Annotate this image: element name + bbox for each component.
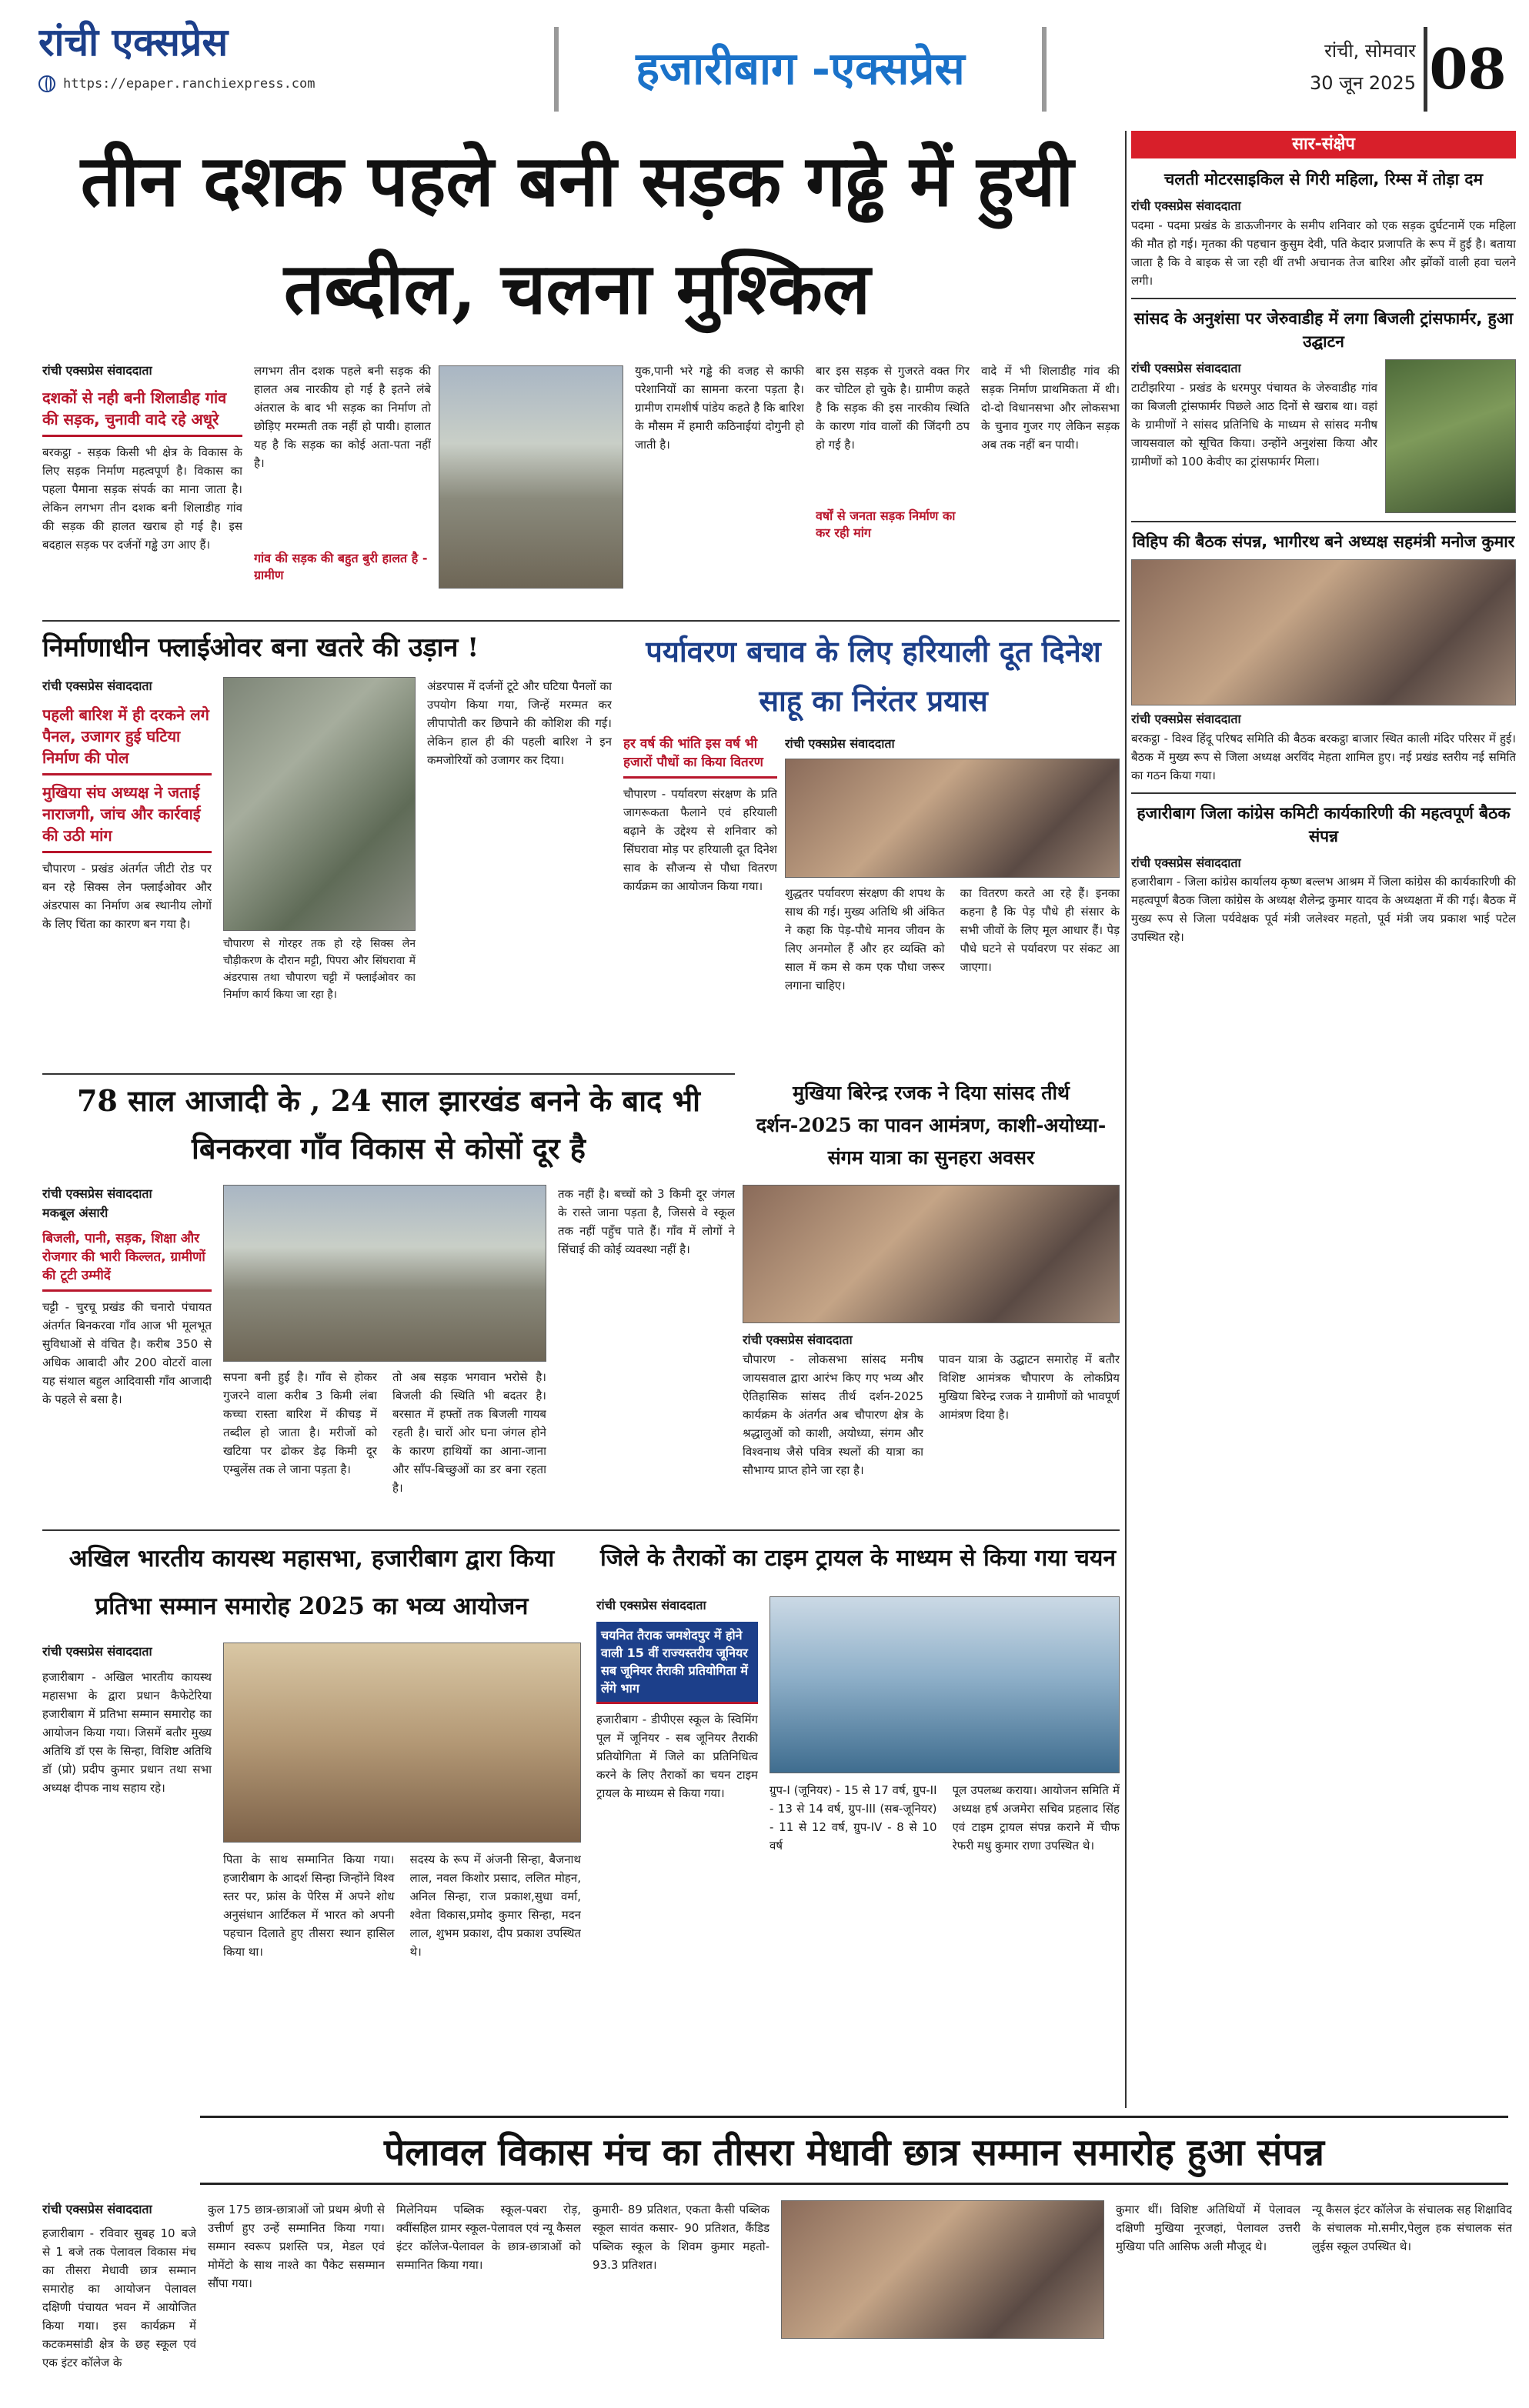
page-number: 08 [1424,27,1508,112]
binkarwa-body-3: तो अब सड़क भगवान भरोसे है। बिजली की स्थिति भी बदतर है। बरसात में हफ्तों तक बिजली गायब रहती है। चारों ओर घना जंगल होने के कारण हाथियों का आना-जाना और साँप-बिच्छुओं का डर बना रहता है। [392,1370,546,1495]
brief-1-byline: रांची एक्सप्रेस संवाददाता [1131,198,1241,213]
pelawal-col-4 [593,2200,770,2400]
binkarwa-col-4 [558,1185,735,1523]
flyover-caption: चौपारण से गोरहर तक हो रहे सिक्स लेन चौड़ीकरण के दौरान मट्टी, पिपरा और सिंघरावा में अंडरपास तथा चौपारण चट्टी में फ्लाईओवर का निर्माण कार्य किया जा रहा है। [223,938,416,1001]
pelawal-headline: पेलावल विकास मंच का तीसरा मेधावी छात्र सम्मान समारोह हुआ संपन्न [200,2116,1508,2185]
flyover-body-1: चौपारण - प्रखंड अंतर्गत जीटी रोड पर बन रहे सिक्स लेन फ्लाईओवर और अंडरपास का निर्माण अब स्थानीय लोगों के लिए चिंता का कारण बन गया है। [42,861,212,931]
environment-col-1 [623,735,777,1066]
kayastha-byline: रांची एक्सप्रेस संवाददाता [42,1644,152,1659]
edition-title: हजारीबाग -एक्सप्रेस [636,42,965,95]
flyover-kicker-1: पहली बारिश में ही दरकने लगे पैनल, उजागर हुई घटिया निर्माण की पोल [42,704,212,775]
environment-body-2: शुद्धतर पर्यावरण संरक्षण की शपथ के साथ की गई। मुख्य अतिथि श्री अंकित ने कहा कि पेड़-पौधे मानव जीवन के लिए अनमोल हैं और हर व्यक्ति को साल में कम से कम एक पौधा जरूर लगाना चाहिए। [785,885,945,992]
pelawal-col-1 [42,2200,196,2400]
pelawal-body-2: कुल 175 छात्र-छात्राओं जो प्रथम श्रेणी से उत्तीर्ण हुए उन्हें सम्मानित किया गया। सम्मान स्वरूप प्रशस्ति पत्र, मेडल एवं मोमेंटो के साथ नाश्ते का पैकेट ससम्मान सौंपा गया। [208,2203,385,2290]
pelawal-photo [781,2200,1104,2339]
brief-3-title: विहिप की बैठक संपन्न, भागीरथ बने अध्यक्ष सहमंत्री मनोज कुमार [1132,532,1515,551]
binkarwa-body-1: चट्टी - चुरचू प्रखंड की चनारो पंचायत अंतर्गत बिनकरवा गाँव आज भी मूलभूत सुविधाओं से वंचित है। करीब 350 से अधिक आबादी और 200 वोटरों वाला यह संथाल बहुल आदिवासी गाँव आजादी के पहले से बसा है। [42,1299,212,1406]
binkarwa-headline: 78 साल आजादी के , 24 साल झारखंड बनने के बाद भी बिनकरवा गाँव विकास से कोसों दूर है [76,1083,701,1166]
flyover-col-3 [427,677,612,1062]
lead-col-2 [254,362,431,615]
swim-byline: रांची एक्सप्रेस संवाददाता [596,1598,706,1613]
sidebar-header: सार-संक्षेप [1131,131,1516,158]
kayastha-headline: अखिल भारतीय कायस्थ महासभा, हजारीबाग द्वारा किया प्रतिभा सम्मान समारोह 2025 का भव्य आयोजन [68,1545,555,1620]
swim-cols [770,1781,1120,2104]
lead-body-5: वादे में भी शिलाडीह गांव की सड़क निर्माण प्राथमिकता में थी। दो-दो विधानसभा और लोकसभा के चुनाव गुजर गए लेकिन सड़क अब तक नहीं बन पायी। [981,364,1120,452]
yatra-text [743,1331,1120,1523]
epaper-url[interactable] [38,74,531,94]
brief-2-byline: रांची एक्सप्रेस संवाददाता [1131,360,1241,375]
environment-body-3: का वितरण करते आ रहे हैं। इनका कहना है कि पेड़ पौधे ही संसार के सभी जीवों के लिए मूल आधार हैं। पेड़ पौधे घटने से पर्यावरण पर संकट आ जाएगा। [960,885,1120,974]
masthead-brand-block [38,15,531,115]
binkarwa-author: मकबूल अंसारी [42,1205,108,1220]
swim-kicker: चयनित तैराक जमशेदपुर में होने वाली 15 वीं राज्यस्तरीय जूनियर सब जूनियर तैराकी प्रतियोगिता में लेंगे भाग [596,1622,758,1704]
place-day: रांची, सोमवार [1324,40,1416,62]
flyover-col-2 [223,677,416,1062]
pelawal-body-4: कुमारी- 89 प्रतिशत, एकता कैसी पब्लिक स्कूल सावंत कसार- 90 प्रतिशत, कैंडिड पब्लिक स्कूल के शिवम कुमार महतो- 93.3 प्रतिशत। [593,2203,770,2272]
lead-body-4: बार इस सड़क से गुजरते वक्त गिर कर चोटिल हो चुके है। ग्रामीण कहते है कि सड़क की इस नारकीय स्थिति के कारण गांव वालों की जिंदगी ठप हो गई है। [816,364,970,452]
pelawal-col-5 [1116,2200,1300,2400]
brief-2-body: टाटीझरिया - प्रखंड के धरमपुर पंचायत के जेरुवाडीह गांव का बिजली ट्रांसफार्मर पिछले आठ दिनों से खराब था। वहां के ग्रामीणों ने सांसद प्रतिनिधि के माध्यम से सांसद मनीष जायसवाल को सूचित किया। उन्होंने अनुशंसा किया और ग्रामीणों को 100 केवीए का ट्रांसफार्मर मिला। [1131,380,1377,469]
swim-body-2: पूल उपलब्ध कराया। आयोजन समिति में अध्यक्ष हर्ष अजमेरा सचिव प्रहलाद सिंह एवं टाइम ट्रायल संपन्न कराने में चीफ रेफरी मधु कुमार राणा उपस्थित थे। [952,1783,1120,1853]
brief-3-byline: रांची एक्सप्रेस संवाददाता [1131,711,1241,726]
brief-1-title: चलती मोटरसाइकिल से गिरी महिला, रिम्स में तोड़ा दम [1163,170,1484,188]
lead-col-1 [42,362,242,615]
kayastha-cols [223,1850,581,2104]
environment-right [785,735,1120,1066]
flyover-headline: निर्माणाधीन फ्लाईओवर बना खतरे की उड़ान ! [42,632,479,663]
pelawal-body-5: कुमार थीं। विशिष्ट अतिथियों में पेलावल दक्षिणी मुखिया नूरजहां, पेलावल उत्तरी मुखिया पति आसिफ अली मौजूद थे। [1116,2203,1300,2253]
brief-1 [1131,168,1516,299]
environment-photo [785,759,1120,878]
divider [42,620,1120,622]
sidebar-briefs [1131,131,1516,2100]
flyover-photo [223,677,416,931]
swim-col-1 [596,1596,758,2104]
flyover-col-1 [42,677,212,1062]
environment-kicker: हर वर्ष की भांति इस वर्ष भी हजारों पौधों का किया वितरण [623,735,777,779]
divider [42,1529,1120,1531]
binkarwa-body-4: तक नहीं है। बच्चों को 3 किमी दूर जंगल के रास्ते जाना पड़ता है, जिससे वे स्कूल तक नहीं पहुँच पाते हैं। गाँव में लोगों ने सिंचाई की कोई व्यवस्था नहीं है। [558,1187,735,1256]
environment-headline: पर्यावरण बचाव के लिए हरियाली दूत दिनेश साहू का निरंतर प्रयास [646,634,1101,718]
binkarwa-mid [223,1185,546,1523]
issue-date: 30 जून 2025 [1309,72,1416,94]
yatra-photo [743,1185,1120,1323]
yatra-body-1: चौपारण - लोकसभा सांसद मनीष जायसवाल द्वारा आरंभ किए गए भव्य और ऐतिहासिक सांसद तीर्थ दर्शन-2025 कार्यक्रम के अंतर्गत अब चौपारण क्षेत्र के श्रद्धालुओं को काशी, अयोध्या, संगम और विश्वनाथ जैसे पवित्र स्थलों की यात्रा का सौभाग्य प्राप्त होने जा रहा है। [743,1352,923,1477]
environment-byline: रांची एक्सप्रेस संवाददाता [785,736,895,751]
lead-subhead: वर्षों से जनता सड़क निर्माण का कर रही मांग [816,509,956,540]
lead-photo-caption: गांव की सड़क की बहुत बुरी हालत है - ग्रामीण [254,551,428,582]
binkarwa-body-2: सपना बनी हुई है। गाँव से होकर गुजरने वाला करीब 3 किमी लंबा कच्चा रास्ता बारिश में कीचड़ में तब्दील हो जाता है। मरीजों को खटिया पर ढोकर डेढ़ किमी दूर एम्बुलेंस तक ले जाना पड़ता है। [223,1370,377,1476]
dateline [1231,35,1416,112]
lead-col-5 [981,362,1120,615]
lead-byline: रांची एक्सप्रेस संवाददाता [42,363,152,378]
lead-road-photo [439,365,623,589]
sidebar-divider [1125,131,1127,2108]
brand-logo: रांची एक्सप्रेस [38,19,229,65]
lead-body-3: युक,पानी भरे गड्ढे की वजह से काफी परेशानियों का सामना करना पड़ता है। ग्रामीण रामशीर्ष पांडेय कहते है कि बारिश के मौसम में हमारी कठिनाईयां दोगुनी हो जाती है। [635,364,804,452]
url-text[interactable]: https://epaper.ranchiexpress.com [63,76,315,92]
swim-headline: जिले के तैराकों का टाइम ट्रायल के माध्यम से किया गया चयन [599,1545,1117,1572]
binkarwa-kicker: बिजली, पानी, सड़क, शिक्षा और रोजगार की भारी किल्लत, ग्रामीणों की टूटी उम्मीदें [42,1229,212,1292]
lead-kicker: दशकों से नही बनी शिलाडीह गांव की सड़क, चुनावी वादे रहे अधूरे [42,387,242,437]
globe-icon [38,75,55,92]
brief-2-title: सांसद के अनुशंसा पर जेरुवाडीह में लगा बिजली ट्रांसफार्मर, हुआ उद्घाटन [1133,309,1514,351]
brief-3 [1131,530,1516,794]
swim-body-1: हजारीबाग - डीपीएस स्कूल के स्विमिंग पूल में जूनियर - सब जूनियर तैराकी प्रतियोगिता में जिले का प्रतिनिधित्व करने के लिए तैराकों का चयन टाइम ट्रायल के माध्यम से किया गया। [596,1712,758,1800]
pelawal-byline: रांची एक्सप्रेस संवाददाता [42,2202,152,2216]
divider [42,1073,735,1075]
lead-headline: तीन दशक पहले बनी सड़क गढ्ढे में हुयी तब्दील, चलना मुश्किल [80,139,1074,330]
lead-body-1: बरकट्ठा - सड़क किसी भी क्षेत्र के विकास के लिए सड़क निर्माण महत्वपूर्ण है। विकास का पहला पैमाना सड़क संपर्क का माना जाता है। लेकिन लगभग तीन दशक बनी शिलाडीह गांव की सड़क की हालत खराब हो गई है। इस बदहाल सड़क पर दर्जनों गड्ढे उग आए हैं। [42,445,242,552]
pelawal-col-6 [1312,2200,1512,2400]
binkarwa-road-photo [223,1185,546,1362]
kayastha-body-1: हजारीबाग - अखिल भारतीय कायस्थ महासभा के द्वारा प्रधान कैफेटेरिया हजारीबाग में प्रतिभा सम्मान समारोह का आयोजन किया गया। जिसमें बतौर मुख्य अतिथि डॉ एस के सिन्हा, विशिष्ट अतिथि डॉ (प्रो) प्रदीप कुमार प्रधान तथा सभा अध्यक्ष दीपक नाथ सहाय रहे। [42,1669,212,1795]
brief-4 [1131,802,1516,955]
brief-4-body: हजारीबाग - जिला कांग्रेस कार्यालय कृष्ण बल्लभ आश्रम में जिला कांग्रेस की कार्यकारिणी की महत्वपूर्ण बैठक जिला कांग्रेस के अध्यक्ष शैलेन्द्र कुमार यादव के अध्यक्षता में की गई। बैठक में मुख्य रूप से जिला पर्यवेक्षक पूर्व मंत्री जलेश्वर महतो, पूर्व मंत्री जय प्रकाश भाई पटेल उपस्थित रहे। [1131,875,1516,945]
kayastha-body-2: पिता के साथ सम्मानित किया गया। हजारीबाग के आदर्श सिन्हा जिन्होंने विश्व स्तर पर, फ्रांस के पेरिस में अपने शोध अनुसंधान आर्टिकल में भारत को अपनी पहचान दिलाते हुए तीसरा स्थान हासिल किया था। [223,1853,395,1959]
brief-3-photo [1131,559,1516,705]
binkarwa-col-1 [42,1185,212,1523]
binkarwa-byline: रांची एक्सप्रेस संवाददाता [42,1186,152,1201]
brief-2-photo [1385,359,1516,513]
lead-col-3 [635,362,804,615]
kayastha-body-3: सदस्य के रूप में अंजनी सिन्हा, बैजनाथ लाल, नवल किशोर प्रसाद, ललित मोहन, अनिल सिन्हा, राज प्रकाश,सुधा वर्मा, श्वेता विकास,प्रमोद कुमार सिन्हा, मदन लाल, शुभम प्रकाश, दीप प्रकाश उपस्थित थे। [409,1853,581,1959]
brief-2 [1131,307,1516,522]
lead-body-2: लगभग तीन दशक पहले बनी सड़क की हालत अब नारकीय हो गई है इतने लंबे अंतराल के बाद भी सड़क का निर्माण तो छोड़िए मरम्मती तक नहीं हो पायी। हालात यह है कि सड़क का कोई अता-पता नहीं है। [254,364,431,470]
pelawal-col-3 [396,2200,581,2400]
brief-4-byline: रांची एक्सप्रेस संवाददाता [1131,855,1241,870]
swim-photo [770,1596,1120,1773]
lead-col-4 [816,362,970,615]
flyover-byline: रांची एक्सप्रेस संवाददाता [42,679,152,693]
pelawal-body-6: न्यू कैसल इंटर कॉलेज के संचालक सह शिक्षाविद के संचालक मो.समीर,पेलुल हक संचालक संत लुईस स्कूल उपस्थित थे। [1312,2203,1512,2253]
yatra-headline: मुखिया बिरेन्द्र रजक ने दिया सांसद तीर्थ दर्शन-2025 का पावन आमंत्रण, काशी-अयोध्या-संगम यात्रा का सुनहरा अवसर [756,1082,1107,1169]
yatra-byline: रांची एक्सप्रेस संवाददाता [743,1332,853,1347]
yatra-body-2: पावन यात्रा के उद्घाटन समारोह में बतौर विशिष्ट आमंत्रक चौपारण के लोकप्रिय मुखिया बिरेन्द्र रजक ने ग्रामीणों को भावपूर्ण आमंत्रण दिया है। [939,1352,1120,1422]
pelawal-col-2 [208,2200,385,2400]
brief-3-body: बरकट्ठा - विश्व हिंदू परिषद समिति की बैठक बरकट्ठा बाजार स्थित काली मंदिर परिसर में हुई। बैठक में मुख्य रूप से जिला अध्यक्ष अरविंद मेहता शामिल हुए। नई प्रखंड स्तरीय नई समिति का गठन किया गया। [1131,731,1516,782]
edition-banner [554,27,1047,112]
brief-4-title: हजारीबाग जिला कांग्रेस कमिटी कार्यकारिणी की महत्वपूर्ण बैठक संपन्न [1137,803,1511,845]
kayastha-col-1 [42,1643,212,2104]
brief-1-body: पदमा - पदमा प्रखंड के डाऊजीनगर के समीप शनिवार को एक सड़क दुर्घटनामें एक महिला की मौत हो गई। मृतका की पहचान कुसुम देवी, पति केदार प्रजापति के रूप में हुई है। बताया जाता है कि वे बाइक से जा रही थीं तभी अचानक तेज बारिश और झोंकों वाली हवा चलने लगी। [1131,218,1516,288]
environment-body-1: चौपारण - पर्यावरण संरक्षण के प्रति जागरूकता फैलाने एवं हरियाली बढ़ाने के उद्देश्य से शनिवार को सिंघरावा मोड़ पर हरियाली दूत दिनेश साव के सौजन्य से पौधा वितरण कार्यक्रम का आयोजन किया गया। [623,787,777,893]
flyover-kicker-2: मुखिया संघ अध्यक्ष ने जताई नाराजगी, जांच और कार्रवाई की उठी मांग [42,782,212,853]
pelawal-body-1: हजारीबाग - रविवार सुबह 10 बजे से 1 बजे तक पेलावल विकास मंच का तीसरा मेधावी छात्र सम्मान समारोह का आयोजन पेलावल दक्षिणी पंचायत भवन में आयोजित किया गया। इस कार्यक्रम में कटकमसांडी क्षेत्र के छह स्कूल एवं एक इंटर कॉलेज के [42,2226,196,2370]
kayastha-photo [223,1643,581,1843]
flyover-body-2: अंडरपास में दर्जनों टूटे और घटिया पैनलों का उपयोग किया गया, जिन्हें मरम्मत कर लीपापोती कर छिपाने की कोशिश की गई। लेकिन हाल ही की पहली बारिश ने इन कमजोरियों को उजागर कर दिया। [427,679,612,767]
pelawal-body-3: मिलेनियम पब्लिक स्कूल-पबरा रोड़, क्वींसहिल ग्रामर स्कूल-पेलावल एवं न्यू कैसल इंटर कॉलेज-पेलावल के छात्र-छात्राओं को सम्मानित किया गया। [396,2203,581,2272]
swim-groups: ग्रुप-I (जूनियर) - 15 से 17 वर्ष, ग्रुप-II - 13 से 14 वर्ष, ग्रुप-III (सब-जूनियर) - 11 से 12 वर्ष, ग्रुप-IV - 8 से 10 वर्ष [770,1783,937,1853]
